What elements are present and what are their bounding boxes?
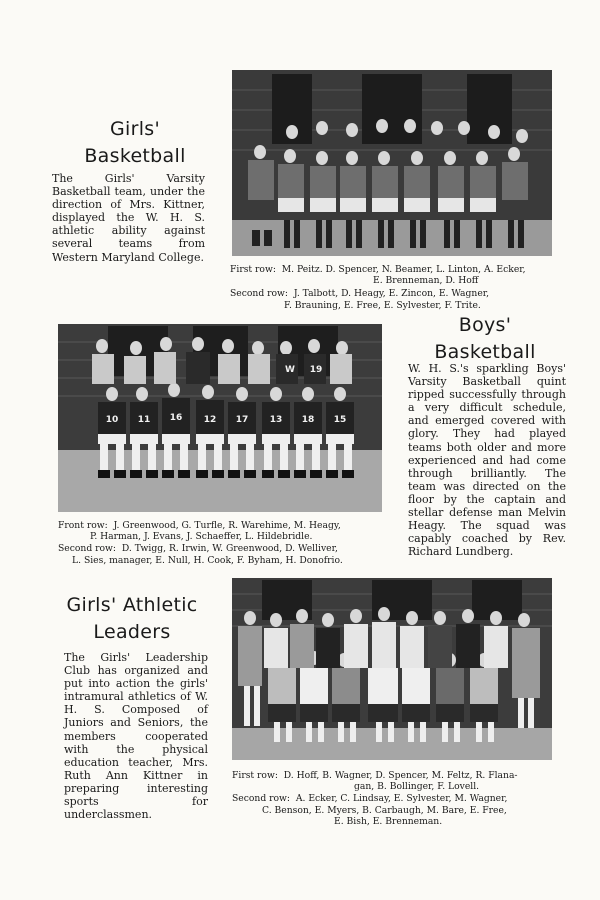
caption-row: Front row: J. Greenwood, G. Turfle, R. Warehime, M. Heagy, [58, 520, 341, 531]
jersey-number: 17 [235, 415, 249, 425]
caption-row: Second row: A. Ecker, C. Lindsay, E. Sylvester, M. Wagner, [232, 793, 508, 805]
jersey-number: 19 [309, 365, 323, 375]
jersey-number: 15 [333, 415, 347, 425]
boys-basketball-text: W. H. S.'s sparkling Boys' Varsity Basketball quint ripped successfully through a very difficult schedule, and emerged covered with glory. They had played teams both older and more experienced and had come through brilliantly. The team was directed on the floor by the captain and stellar defense man Melvin Heagy. The squad was capably coached by Rev. Richard Lundberg. [408, 362, 566, 559]
girls-athletic-leaders-heading-line2: Leaders [93, 621, 171, 643]
caption-row: gan, B. Bollinger, F. Lovell. [354, 781, 480, 793]
girls-athletic-leaders-text: The Girls' Leadership Club has organized and put into action the girls' intramural athletics of W. H. S. Composed of Juniors and Seniors, the members cooperated with the physical education teacher, Mrs. Ruth Ann Kittner in preparing interesting sports for underclassmen. [64, 651, 208, 822]
boys-basketball-heading-line2: Basketball [434, 341, 536, 363]
girls-athletic-leaders-caption [232, 770, 562, 827]
caption-row: Second row: D. Twigg, R. Irwin, W. Greenwood, D. Welliver, [58, 543, 338, 555]
girls-basketball-heading [60, 116, 210, 170]
girls-athletic-leaders-heading-line1: Girls' Athletic [66, 594, 198, 616]
girls-athletic-leaders-photo [232, 578, 552, 760]
boys-basketball-photo [58, 324, 382, 512]
caption-row: E. Bish, E. Brenneman. [334, 815, 443, 827]
boys-basketball-caption [58, 520, 408, 566]
girls-basketball-text: The Girls' Varsity Basketball team, under the direction of Mrs. Kittner, displayed the W. H. S. athletic ability against several teams from Western Maryland College. [52, 172, 205, 264]
jersey-number: 13 [269, 415, 283, 425]
caption-row: E. Brenneman, D. Hoff [373, 275, 479, 287]
boys-basketball-heading [410, 312, 560, 366]
boys-basketball-heading-line1: Boys' [458, 314, 512, 336]
jersey-number: 12 [203, 415, 217, 425]
girls-basketball-caption [230, 264, 562, 311]
girls-basketball-photo [232, 70, 552, 256]
caption-row: First row: M. Peitz. D. Spencer, N. Beamer, L. Linton, A. Ecker, [230, 264, 526, 275]
jersey-number: W [285, 365, 295, 375]
caption-row: Second row: J. Talbott, D. Heagy, E. Zincon, E. Wagner, [230, 288, 490, 300]
caption-row: P. Harman, J. Evans, J. Schaeffer, L. Hildebridle. [90, 531, 313, 543]
jersey-number: 16 [169, 413, 183, 423]
caption-row: C. Benson, E. Myers, B. Carbaugh, M. Bare, E. Free, [262, 804, 507, 816]
caption-row: L. Sies, manager, E. Null, H. Cook, F. Byham, H. Donofrio. [72, 554, 343, 566]
jersey-number: 18 [301, 415, 315, 425]
girls-athletic-leaders-heading [52, 592, 212, 646]
girls-basketball-heading-line2: Basketball [84, 145, 186, 167]
caption-row: F. Brauning, E. Free, E. Sylvester, F. Trite. [284, 299, 481, 311]
caption-row: First row: D. Hoff, B. Wagner, D. Spencer, M. Feltz, R. Flana- [232, 770, 518, 781]
jersey-number: 10 [105, 415, 119, 425]
jersey-number: 11 [137, 415, 151, 425]
girls-basketball-heading-line1: Girls' [109, 118, 160, 140]
